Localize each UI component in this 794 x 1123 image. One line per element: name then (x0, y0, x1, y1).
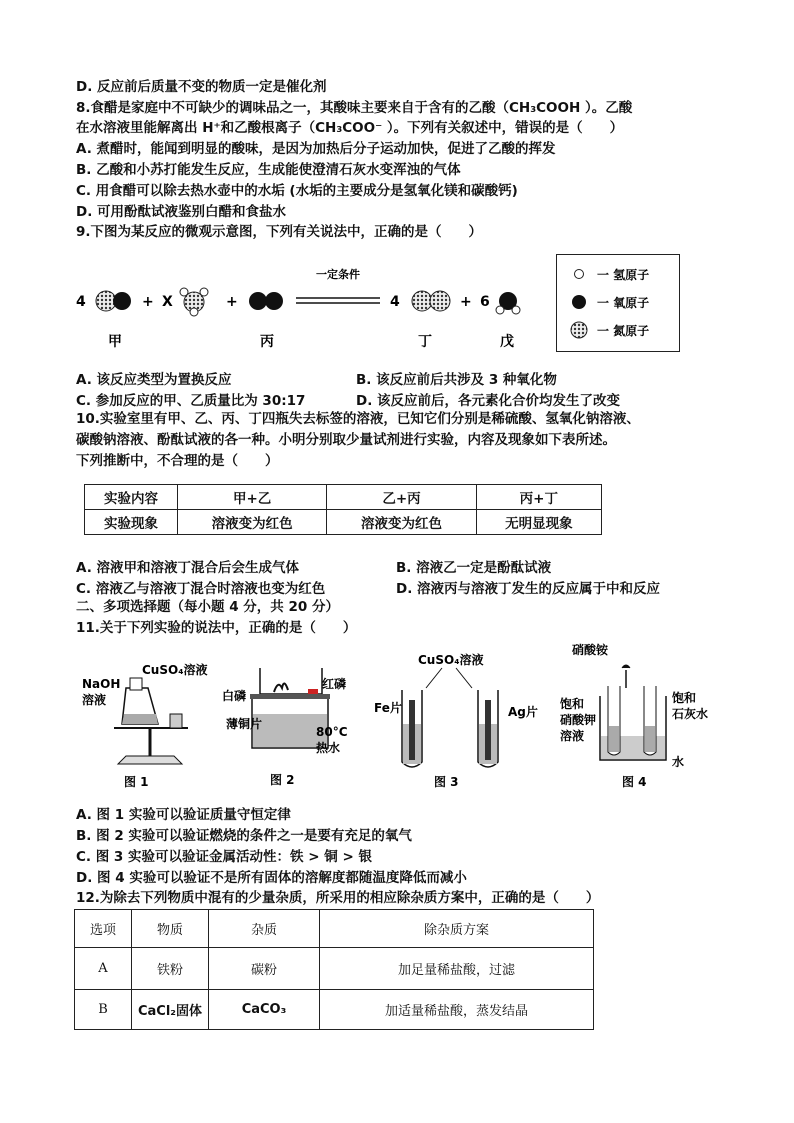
fig2-copper: 薄铜片 (226, 717, 263, 731)
table-cell: 碳粉 (209, 948, 320, 990)
figure-4 (556, 640, 736, 790)
section-heading: 二、多项选择题（每小题 4 分，共 20 分） (76, 599, 339, 615)
q9-option-b: B. 该反应前后共涉及 3 种氧化物 (356, 372, 557, 388)
q8-option-c: C. 用食醋可以除去热水壶中的水垢 (水垢的主要成分是氢氧化镁和碳酸钙) (76, 183, 518, 199)
q11-stem: 11.关于下列实验的说法中，正确的是（ ） (76, 620, 357, 636)
fig4-right-1: 饱和 (672, 691, 697, 705)
q8-stem-line2: 在水溶液里能解离出 H⁺和乙酸根离子（CH₃COO⁻ ）。下列有关叙述中，错误的是（ ） (76, 120, 624, 136)
svg-text:+: + (460, 294, 472, 310)
q12-table (74, 909, 594, 1030)
table-header: 杂质 (209, 910, 320, 948)
fig1-naoh-solution: 溶液 (82, 693, 107, 707)
fig2-hot-water: 热水 (316, 741, 341, 755)
q11-option-d: D. 图 4 实验可以验证不是所有固体的溶解度都随温度降低而减小 (76, 870, 467, 886)
name-jia: 甲 (108, 334, 122, 350)
q11-option-a: A. 图 1 实验可以验证质量守恒定律 (76, 807, 291, 823)
q8-option-b: B. 乙酸和小苏打能发生反应，生成能使澄清石灰水变浑浊的气体 (76, 162, 461, 178)
table-cell: 实验现象 (85, 510, 178, 535)
table-cell: CaCl₂固体 (132, 990, 209, 1030)
condition-label: 一定条件 (316, 268, 360, 281)
q9-option-d: D. 该反应前后，各元素化合价均发生了改变 (356, 393, 621, 409)
q10-option-b: B. 溶液乙一定是酚酞试液 (396, 560, 552, 576)
atom-legend (556, 254, 680, 352)
q10-stem-line1: 10.实验室里有甲、乙、丙、丁四瓶失去标签的溶液，已知它们分别是稀硫酸、氢氧化钠溶液、 (76, 411, 640, 427)
table-header: 除杂质方案 (320, 910, 594, 948)
name-wu: 戊 (500, 334, 514, 350)
q10-table (84, 484, 602, 535)
fig1-caption: 图 1 (124, 775, 149, 788)
figure-3 (372, 650, 552, 790)
table-row (75, 910, 594, 948)
fig4-right-2: 石灰水 (672, 707, 709, 721)
q8-option-a: A. 煮醋时，能闻到明显的酸味，是因为加热后分子运动加快，促进了乙酸的挥发 (76, 141, 556, 157)
q10-stem-line3: 下列推断中，不合理的是（ ） (76, 453, 279, 469)
table-cell: 溶液变为红色 (327, 510, 476, 535)
fig3-cuso4: CuSO₄溶液 (418, 653, 484, 667)
name-bing: 丙 (260, 334, 274, 350)
coef-wu: 6 (480, 294, 490, 310)
table-cell: 丙+丁 (476, 485, 601, 510)
table-row (75, 948, 594, 990)
fig1-cuso4: CuSO₄溶液 (142, 663, 208, 677)
molecule-bing (249, 292, 267, 310)
q12-stem: 12.为除去下列物质中混有的少量杂质，所采用的相应除杂质方案中，正确的是（ ） (76, 890, 600, 906)
fig1-naoh: NaOH (82, 677, 121, 691)
table-header: 物质 (132, 910, 209, 948)
table-cell: 加足量稀盐酸，过滤 (320, 948, 594, 990)
fig4-left-3: 溶液 (560, 729, 585, 743)
q7-option-d: D. 反应前后质量不变的物质一定是催化剂 (76, 79, 327, 95)
table-header: 选项 (75, 910, 132, 948)
fig3-ag: Ag片 (508, 705, 538, 719)
table-cell: 乙+丙 (327, 485, 476, 510)
q8-stem-line1: 8.食醋是家庭中不可缺少的调味品之一，其酸味主要来自于含有的乙酸（CH₃COOH ）。乙酸 (76, 100, 633, 116)
table-cell: 无明显现象 (476, 510, 601, 535)
q8-option-d: D. 可用酚酞试液鉴别白醋和食盐水 (76, 204, 287, 220)
fig4-left-1: 饱和 (560, 697, 585, 711)
q10-option-d: D. 溶液丙与溶液丁发生的反应属于中和反应 (396, 581, 661, 597)
q10-option-c: C. 溶液乙与溶液丁混合时溶液也变为红色 (76, 581, 326, 597)
table-cell: 铁粉 (132, 948, 209, 990)
reaction-diagram (60, 250, 600, 360)
q11-option-b: B. 图 2 实验可以验证燃烧的条件之一是要有充足的氧气 (76, 828, 412, 844)
fig2-white-p: 白磷 (222, 689, 247, 703)
table-row (85, 510, 602, 535)
molecule-ding (412, 291, 432, 311)
legend-oxygen: 一 氧原子 (597, 296, 650, 310)
figure-1 (78, 648, 208, 788)
coef-x: X (162, 294, 173, 310)
q10-stem-line2: 碳酸钠溶液、酚酞试液的各一种。小明分别取少量试剂进行实验，内容及现象如下表所述。 (76, 432, 616, 448)
svg-text:+: + (142, 294, 154, 310)
fig4-nh4no3: 硝酸铵 (572, 643, 609, 657)
q9-stem: 9.下图为某反应的微观示意图，下列有关说法中，正确的是（ ） (76, 224, 483, 240)
table-row (75, 990, 594, 1030)
table-row (85, 485, 602, 510)
table-cell: A (75, 948, 132, 990)
q11-option-c: C. 图 3 实验可以验证金属活动性：铁 > 铜 > 银 (76, 849, 372, 865)
table-cell: 加适量稀盐酸，蒸发结晶 (320, 990, 594, 1030)
fig4-water: 水 (672, 755, 685, 769)
coef-jia: 4 (76, 294, 86, 310)
fig3-caption: 图 3 (434, 775, 459, 789)
fig3-fe: Fe片 (374, 701, 402, 715)
molecule-jia (113, 292, 131, 310)
fig4-caption: 图 4 (622, 775, 647, 789)
name-ding: 丁 (418, 334, 432, 350)
svg-text:+: + (226, 294, 238, 310)
q10-option-a: A. 溶液甲和溶液丁混合后会生成气体 (76, 560, 300, 576)
fig4-left-2: 硝酸钾 (560, 713, 597, 727)
table-cell: B (75, 990, 132, 1030)
coef-ding: 4 (390, 294, 400, 310)
fig2-red-p: 红磷 (322, 677, 347, 691)
table-cell: 溶液变为红色 (178, 510, 327, 535)
table-cell: 甲+乙 (178, 485, 327, 510)
table-cell: CaCO₃ (209, 990, 320, 1030)
fig2-caption: 图 2 (270, 773, 295, 787)
q9-option-a: A. 该反应类型为置换反应 (76, 372, 232, 388)
figure-2 (222, 658, 362, 788)
legend-hydrogen: 一 氢原子 (597, 268, 650, 282)
q9-option-c: C. 参加反应的甲、乙质量比为 30:17 (76, 393, 306, 409)
legend-nitrogen: 一 氮原子 (597, 324, 650, 338)
fig2-temp: 80°C (316, 725, 348, 739)
table-cell: 实验内容 (85, 485, 178, 510)
